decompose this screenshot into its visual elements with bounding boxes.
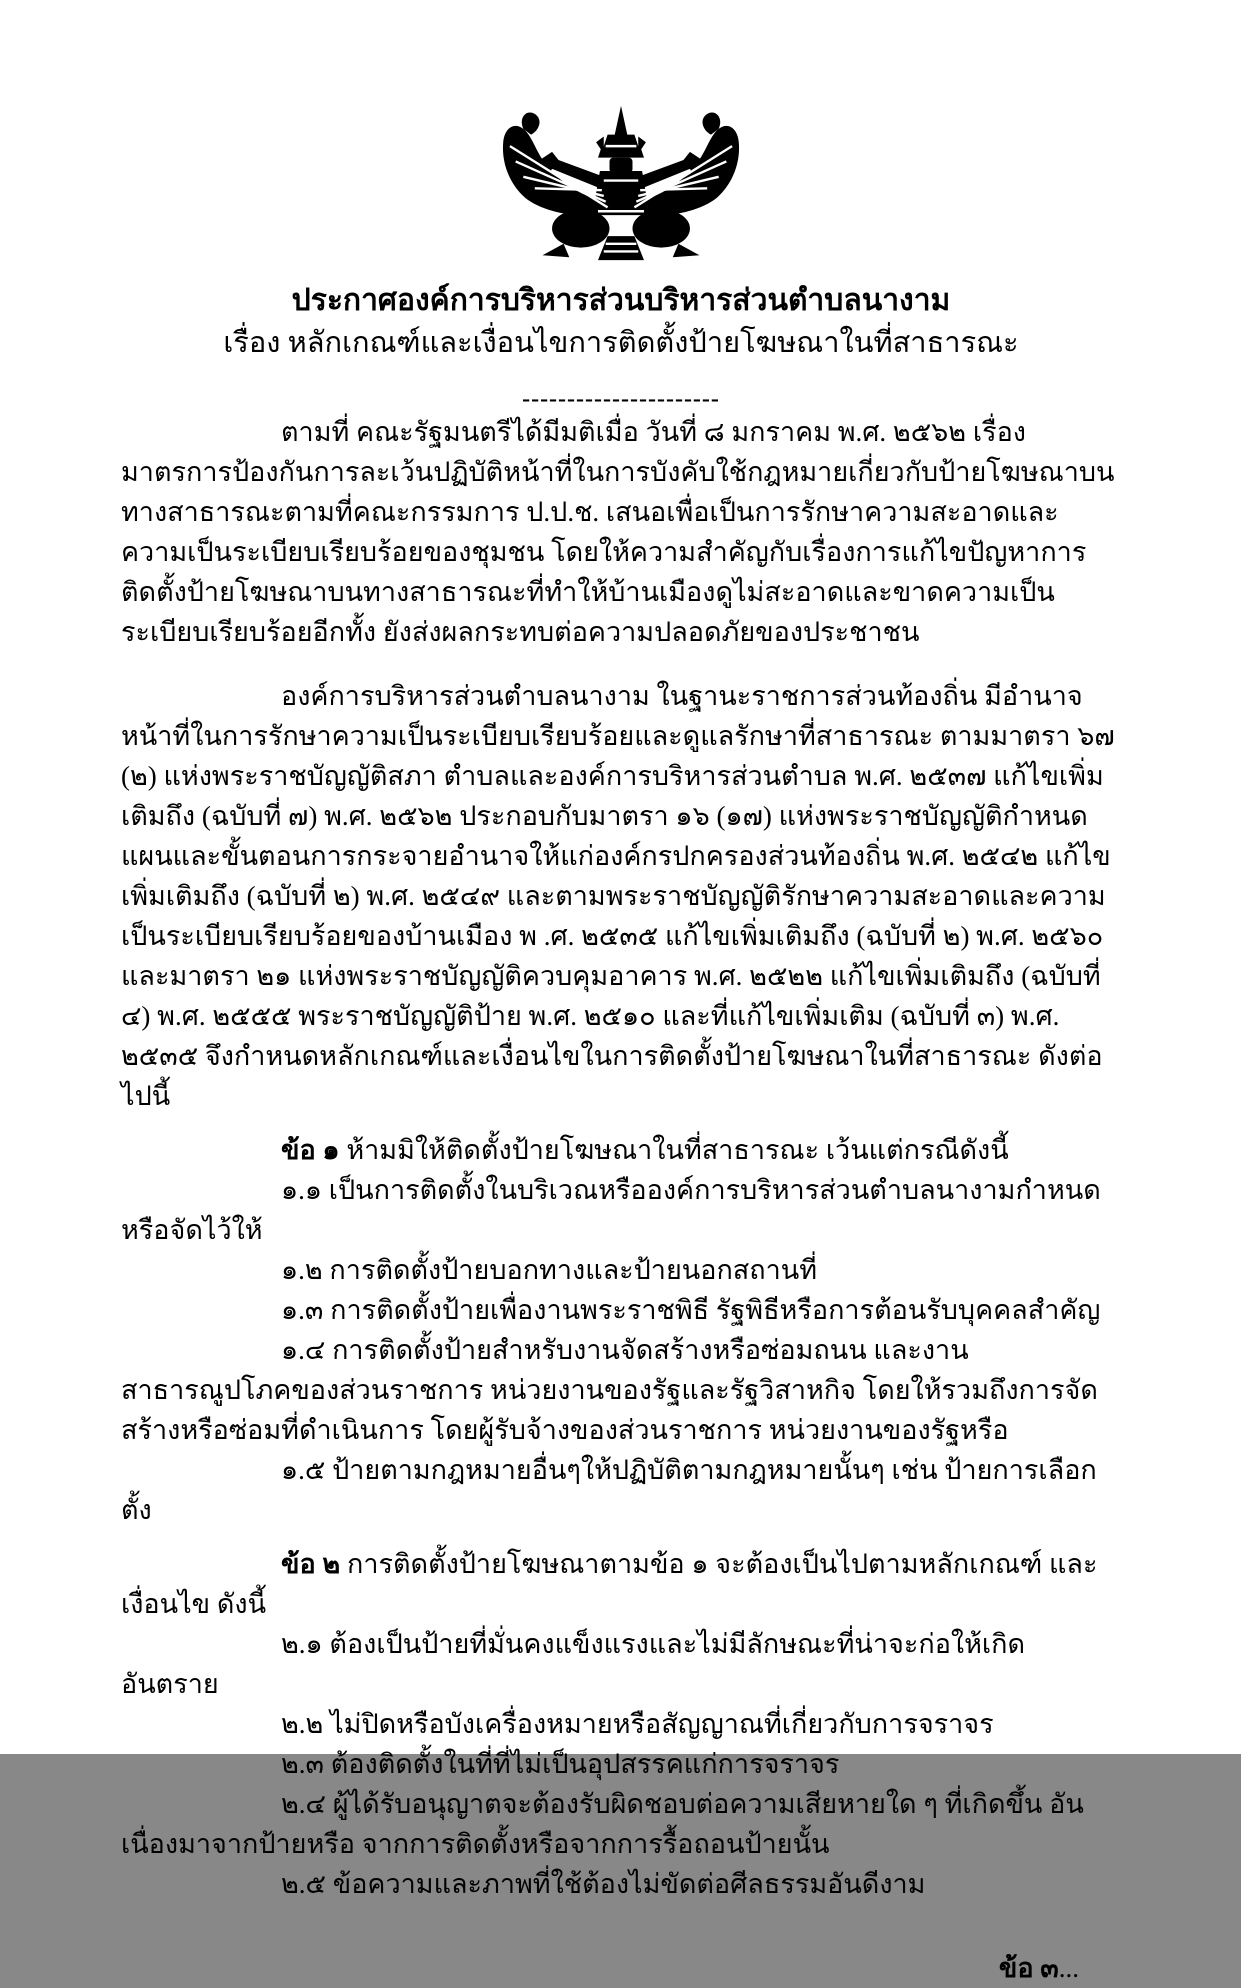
clause-1-item-2: ๑.๒ การติดตั้งป้ายบอกทางและป้ายนอกสถานที่ xyxy=(281,1255,818,1285)
emblem-container xyxy=(121,104,1121,264)
clause-2-item-5: ๒.๕ ข้อความและภาพที่ใช้ต้องไม่ขัดต่อศีลธรรมอันดีงาม xyxy=(281,1869,926,1899)
continuation-note xyxy=(121,1948,1121,1988)
clause-2 xyxy=(121,1544,1121,1624)
clause-2-item-1: ๒.๑ ต้องเป็นป้ายที่มั่นคงแข็งแรงและไม่มีลักษณะที่น่าจะก่อให้เกิดอันตราย xyxy=(121,1629,1026,1699)
clause-2-label: ข้อ ๒ xyxy=(281,1549,341,1579)
clause-1-item-5: ๑.๕ ป้ายตามกฎหมายอื่นๆให้ปฏิบัติตามกฎหมายนั้นๆ เช่น ป้ายการเลือกตั้ง xyxy=(121,1455,1097,1525)
clause-1-item-4: ๑.๔ การติดตั้งป้ายสำหรับงานจัดสร้างหรือซ่อมถนน และงานสาธารณูปโภคของส่วนราชการ หน่วยงานของรัฐและรัฐวิสาหกิจ โดยให้รวมถึงการจัดสร้างหรือซ่อมที่ดำเนินการ โดยผู้รับจ้างของส่วนราชการ หน่วยงานของรัฐหรือ xyxy=(121,1335,1098,1445)
clause-1-text: ห้ามมิให้ติดตั้งป้ายโฆษณาในที่สาธารณะ เว้นแต่กรณีดังนี้ xyxy=(339,1135,1009,1165)
continuation-dots: ... xyxy=(1058,1953,1079,1983)
paragraph-preamble: ตามที่ คณะรัฐมนตรีได้มีมติเมื่อ วันที่ ๘ มกราคม พ.ศ. ๒๕๖๒ เรื่องมาตรการป้องกันการละเว้นปฏิบัติหน้าที่ในการบังคับใช้กฎหมายเกี่ยวกับป้ายโฆษณาบนทางสาธารณะตามที่คณะกรรมการ ป.ป.ช. เสนอเพื่อเป็นการรักษาความสะอาดและความเป็นระเบียบเรียบร้อยของชุมชน โดยให้ความสำคัญกับเรื่องการแก้ไขปัญหาการติดตั้งป้ายโฆษณาบนทางสาธารณะที่ทำให้บ้านเมืองดูไม่สะอาดและขาดความเป็นระเบียบเรียบร้อยอีกทั้ง ยังส่งผลกระทบต่อความปลอดภัยของประชาชน xyxy=(121,417,1115,647)
document-subject: เรื่อง หลักเกณฑ์และเงื่อนไขการติดตั้งป้ายโฆษณาในที่สาธารณะ xyxy=(223,327,1019,359)
clause-2-item-4: ๒.๔ ผู้ได้รับอนุญาตจะต้องรับผิดชอบต่อความเสียหายใด ๆ ที่เกิดขึ้น อันเนื่องมาจากป้ายหรือ จากการติดตั้งหรือจากการรื้อถอนป้ายนั้น xyxy=(121,1789,1084,1859)
clause-2-item-2: ๒.๒ ไม่ปิดหรือบังเครื่องหมายหรือสัญญาณที่เกี่ยวกับการจราจร xyxy=(281,1709,994,1739)
paragraph-authority: องค์การบริหารส่วนตำบลนางาม ในฐานะราชการส่วนท้องถิ่น มีอำนาจหน้าที่ในการรักษาความเป็นระเบียบเรียบร้อยและดูแลรักษาที่สาธารณะ ตามมาตรา ๖๗ (๒) แห่งพระราชบัญญัติสภา ตำบลและองค์การบริหารส่วนตำบล พ.ศ. ๒๕๓๗ แก้ไขเพิ่มเติมถึง (ฉบับที่ ๗) พ.ศ. ๒๕๖๒ ประกอบกับมาตรา ๑๖ (๑๗) แห่งพระราชบัญญัติกำหนดแผนและขั้นตอนการกระจายอำนาจให้แก่องค์กรปกครองส่วนท้องถิ่น พ.ศ. ๒๕๔๒ แก้ไขเพิ่มเติมถึง (ฉบับที่ ๒) พ.ศ. ๒๕๔๙ และตามพระราชบัญญัติรักษาความสะอาดและความเป็นระเบียบเรียบร้อยของบ้านเมือง พ .ศ. ๒๕๓๕ แก้ไขเพิ่มเติมถึง (ฉบับที่ ๒) พ.ศ. ๒๕๖๐ และมาตรา ๒๑ แห่งพระราชบัญญัติควบคุมอาคาร พ.ศ. ๒๕๒๒ แก้ไขเพิ่มเติมถึง (ฉบับที่ ๔) พ.ศ. ๒๕๕๕ พระราชบัญญัติป้าย พ.ศ. ๒๕๑๐ และที่แก้ไขเพิ่มเติม (ฉบับที่ ๓) พ.ศ. ๒๕๓๕ จึงกำหนดหลักเกณฑ์และเงื่อนไขในการติดตั้งป้ายโฆษณาในที่สาธารณะ ดังต่อไปนี้ xyxy=(121,681,1115,1111)
divider-dashes: ---------------------- xyxy=(522,386,720,412)
clause-2-text: การติดตั้งป้ายโฆษณาตามข้อ ๑ จะต้องเป็นไปตามหลักเกณฑ์ และเงื่อนไข ดังนี้ xyxy=(121,1549,1098,1619)
clause-1-item-3: ๑.๓ การติดตั้งป้ายเพื่องานพระราชพิธี รัฐพิธีหรือการต้อนรับบุคคลสำคัญ xyxy=(281,1295,1101,1325)
continuation-label: ข้อ ๓ xyxy=(998,1953,1059,1983)
clause-1-label: ข้อ ๑ xyxy=(281,1135,340,1165)
clause-1 xyxy=(121,1130,1121,1170)
garuda-emblem-icon xyxy=(495,104,747,262)
clause-1-item-1: ๑.๑ เป็นการติดตั้งในบริเวณหรือองค์การบริหารส่วนตำบลนางามกำหนดหรือจัดไว้ให้ xyxy=(121,1175,1101,1245)
clause-2-item-3: ๒.๓ ต้องติดตั้งในที่ที่ไม่เป็นอุปสรรคแก่การจราจร xyxy=(281,1749,840,1779)
document-title: ประกาศองค์การบริหารส่วนบริหารส่วนตำบลนางาม xyxy=(291,284,951,317)
